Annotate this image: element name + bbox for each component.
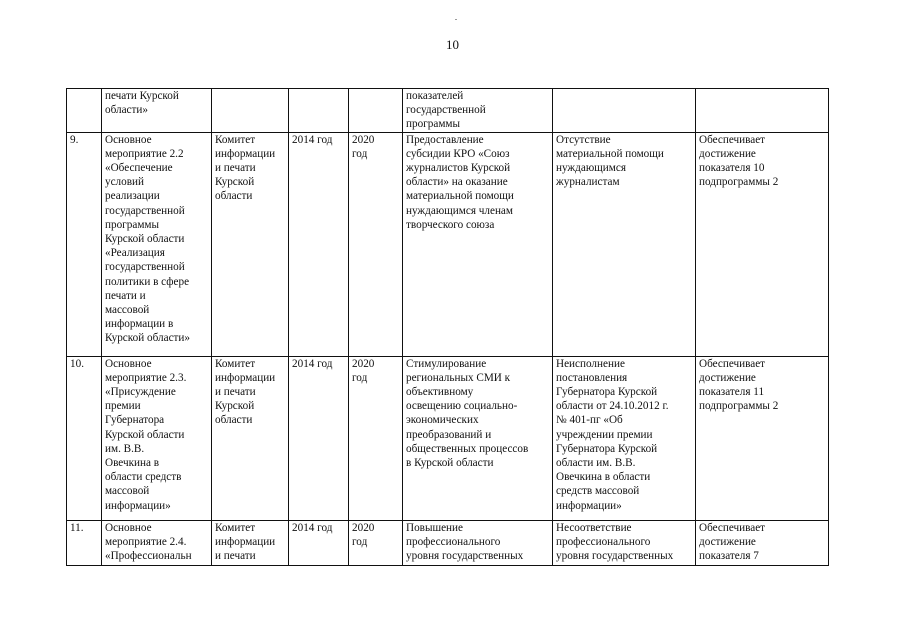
cell-event: печати Курской области»	[102, 89, 212, 133]
cell-link: Обеспечивает достижение показателя 11 подпрограммы 2	[696, 356, 829, 520]
cell-number: 11.	[67, 520, 102, 565]
scan-speck	[455, 19, 457, 20]
cell-number	[67, 89, 102, 133]
table-row	[67, 356, 829, 520]
cell-event: Основное мероприятие 2.4. «Профессиональн	[102, 520, 212, 565]
cell-result: Стимулирование региональных СМИ к объективному освещению социально- экономических преобразований и общественных процессов в Курской области	[403, 356, 553, 520]
cell-end: 2020 год	[349, 520, 403, 565]
cell-result: Повышение профессионального уровня государственных	[403, 520, 553, 565]
cell-result: Предоставление субсидии КРО «Союз журналистов Курской области» на оказание материальной помощи нуждающимся членам творческого союза	[403, 132, 553, 356]
cell-link	[696, 89, 829, 133]
cell-consequences: Неисполнение постановления Губернатора Курской области от 24.10.2012 г. № 401-пг «Об учреждении премии Губернатора Курской области им. В.В. Овечкина в области средств массовой информации»	[553, 356, 696, 520]
cell-event: Основное мероприятие 2.2 «Обеспечение условий реализации государственной программы Курской области «Реализация государственной политики в сфере печати и массовой информации в Курской области»	[102, 132, 212, 356]
page-number: 10	[446, 37, 459, 52]
cell-link: Обеспечивает достижение показателя 7	[696, 520, 829, 565]
cell-consequences	[553, 89, 696, 133]
cell-start: 2014 год	[289, 132, 349, 356]
cell-executor: Комитет информации и печати Курской области	[212, 132, 289, 356]
cell-executor	[212, 89, 289, 133]
cell-result: показателей государственной программы	[403, 89, 553, 133]
cell-number: 9.	[67, 132, 102, 356]
cell-end: 2020 год	[349, 132, 403, 356]
table-row	[67, 520, 829, 565]
cell-number: 10.	[67, 356, 102, 520]
cell-executor: Комитет информации и печати Курской области	[212, 356, 289, 520]
cell-consequences: Несоответствие профессионального уровня государственных	[553, 520, 696, 565]
cell-start: 2014 год	[289, 520, 349, 565]
measures-table	[66, 88, 829, 566]
cell-start	[289, 89, 349, 133]
table-row	[67, 132, 829, 356]
cell-start: 2014 год	[289, 356, 349, 520]
cell-end	[349, 89, 403, 133]
cell-executor: Комитет информации и печати	[212, 520, 289, 565]
cell-consequences: Отсутствие материальной помощи нуждающимся журналистам	[553, 132, 696, 356]
cell-link: Обеспечивает достижение показателя 10 подпрограммы 2	[696, 132, 829, 356]
cell-end: 2020 год	[349, 356, 403, 520]
cell-event: Основное мероприятие 2.3. «Присуждение премии Губернатора Курской области им. В.В. Овечкина в области средств массовой информации»	[102, 356, 212, 520]
table-row	[67, 89, 829, 133]
